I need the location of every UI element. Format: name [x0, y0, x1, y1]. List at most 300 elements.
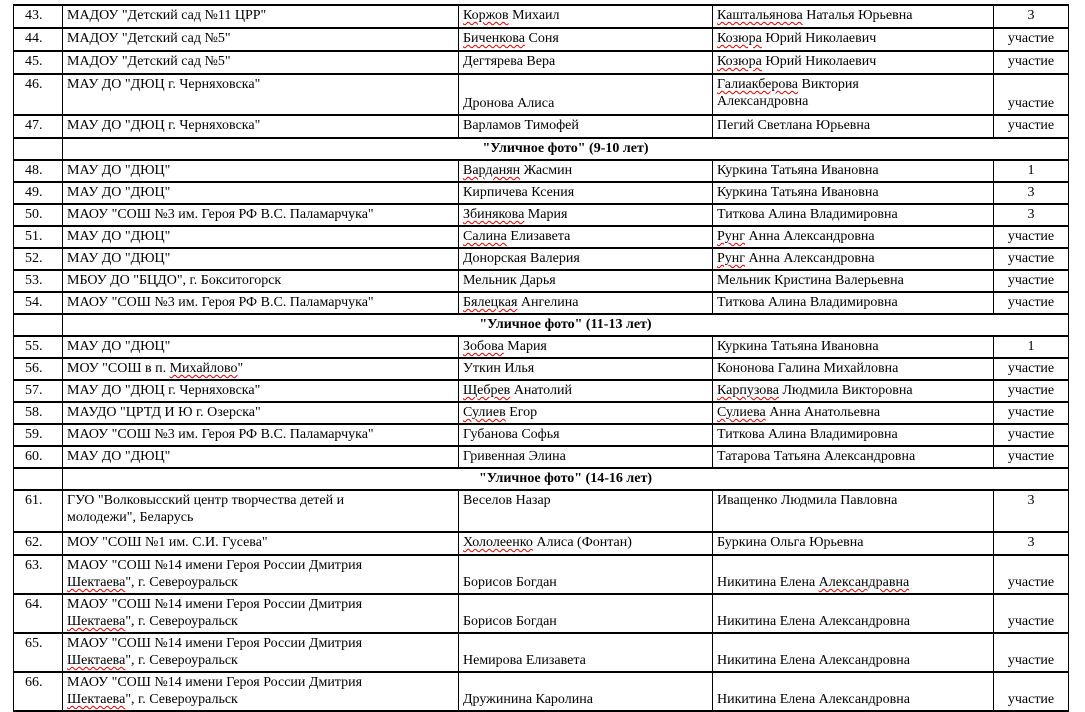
misspelled-text: Збинякова [463, 207, 525, 222]
table-row [14, 446, 1069, 468]
text-run: 1 [1027, 163, 1035, 178]
table-row [14, 380, 1069, 402]
text-run: 54. [25, 295, 43, 310]
text-run: МАОУ "СОШ №3 им. Героя РФ В.С. Паламарчука" [67, 295, 374, 310]
text-run: ", г. Североуральск [125, 575, 238, 590]
cell-num [14, 446, 63, 468]
cell-org [63, 380, 459, 402]
misspelled-text: Варданян [463, 163, 521, 178]
section-title: "Уличное фото" (14-16 лет) [63, 468, 1069, 490]
text-run: Буркина Ольга Юрьевна [717, 535, 864, 550]
cell-teacher [713, 490, 994, 532]
cell-result [994, 633, 1069, 672]
cell-num [14, 633, 63, 672]
text-run: Дегтярева Вера [463, 54, 556, 69]
misspelled-text: Рунг [717, 251, 746, 266]
cell-result [994, 490, 1069, 532]
cell-org [63, 424, 459, 446]
text-run: 52. [25, 251, 43, 266]
cell-num [14, 336, 63, 358]
text-run: ГУО "Волковысский центр творчества детей и [67, 493, 345, 508]
text-run: МАУ ДО "ДЮЦ" [67, 229, 171, 244]
table-row [14, 270, 1069, 292]
text-run: МАУ ДО "ДЮЦ" [67, 339, 171, 354]
cell-teacher [713, 555, 994, 594]
cell-num [14, 182, 63, 204]
table-row [14, 5, 1069, 28]
text-run: МАУ ДО "ДЮЦ" [67, 163, 171, 178]
text-run: Александровна [717, 94, 809, 109]
text-run: ", г. Североуральск [125, 653, 238, 668]
cell-org [63, 51, 459, 74]
table-row [14, 248, 1069, 270]
cell-org [63, 402, 459, 424]
cell-org [63, 160, 459, 182]
cell-num [14, 424, 63, 446]
cell-result [994, 672, 1069, 711]
table-row [14, 402, 1069, 424]
cell-num [14, 594, 63, 633]
text-run: Никитина Елена [717, 575, 819, 590]
cell-teacher [713, 51, 994, 74]
cell-teacher [713, 204, 994, 226]
cell-org [63, 115, 459, 138]
cell-result [994, 446, 1069, 468]
text-run: участие [1007, 31, 1055, 46]
text-run: Мария [503, 339, 547, 354]
cell-result [994, 248, 1069, 270]
text-run: МАУ ДО "ДЮЦ г. Черняховска" [67, 383, 261, 398]
cell-org [63, 28, 459, 51]
text-run: " [237, 361, 244, 376]
text-run: Ангелина [517, 295, 579, 310]
cell-name [459, 336, 713, 358]
text-run: МОУ "СОШ в п. [67, 361, 170, 376]
section-title: "Уличное фото" (9-10 лет) [63, 138, 1069, 160]
cell-name [459, 28, 713, 51]
text-run: Наталья Юрьевна [802, 8, 913, 23]
cell-num [14, 74, 63, 115]
table-row [14, 204, 1069, 226]
text-run: МАОУ "СОШ №3 им. Героя РФ В.С. Паламарчука" [67, 427, 374, 442]
text-run: Губанова Софья [463, 427, 560, 442]
text-run: 64. [25, 597, 43, 612]
cell-num [14, 672, 63, 711]
text-run: Виктория [798, 77, 859, 92]
cell-result [994, 74, 1069, 115]
misspelled-text: Коржов [463, 8, 509, 23]
misspelled-text: Сулиев [463, 405, 506, 420]
text-run: Донорская Валерия [463, 251, 580, 266]
text-run: Куркина Татьяна Ивановна [717, 163, 879, 178]
cell-num-empty [14, 138, 63, 160]
cell-result [994, 28, 1069, 51]
text-run: МАОУ "СОШ №3 им. Героя РФ В.С. Паламарчука" [67, 207, 374, 222]
cell-teacher [713, 380, 994, 402]
cell-org [63, 532, 459, 555]
text-run: Мельник Дарья [463, 273, 556, 288]
cell-num [14, 270, 63, 292]
text-run: 3 [1027, 207, 1035, 222]
text-run: Алиса (Фонтан) [532, 535, 632, 550]
text-run: МАУ ДО "ДЮЦ г. Черняховска" [67, 118, 261, 133]
text-run: Анатолий [510, 383, 572, 398]
text-run: 60. [25, 449, 43, 464]
cell-result [994, 51, 1069, 74]
misspelled-text: Щебрев [463, 383, 511, 398]
cell-name [459, 402, 713, 424]
cell-result [994, 226, 1069, 248]
text-run: Варламов Тимофей [463, 118, 579, 133]
cell-result [994, 160, 1069, 182]
table-row [14, 594, 1069, 633]
text-run: 50. [25, 207, 43, 222]
text-run: участие [1007, 251, 1055, 266]
cell-name [459, 446, 713, 468]
misspelled-text: Козюра [717, 54, 762, 69]
text-run: участие [1007, 118, 1055, 133]
table-row [14, 672, 1069, 711]
cell-teacher [713, 424, 994, 446]
cell-teacher [713, 270, 994, 292]
text-run: 55. [25, 339, 43, 354]
cell-org [63, 248, 459, 270]
text-run: МАОУ "СОШ №14 имени Героя России Дмитрия [67, 597, 363, 612]
cell-result [994, 555, 1069, 594]
misspelled-text: Михайлово [169, 361, 238, 376]
text-run: Иващенко Людмила Павловна [717, 493, 898, 508]
text-run: 59. [25, 427, 43, 442]
text-run: МАОУ "СОШ №14 имени Героя России Дмитрия [67, 558, 363, 573]
text-run: МБОУ ДО "БЦДО", г. Бокситогорск [67, 273, 282, 288]
text-run: МАДОУ "Детский сад №5" [67, 54, 231, 69]
text-run: 3 [1027, 535, 1035, 550]
cell-org [63, 292, 459, 314]
cell-teacher [713, 226, 994, 248]
cell-result [994, 115, 1069, 138]
misspelled-text: Шектаева [67, 653, 126, 668]
misspelled-text: Александравна [818, 575, 910, 590]
text-run: 3 [1027, 8, 1035, 23]
cell-name [459, 115, 713, 138]
cell-teacher [713, 532, 994, 555]
cell-org [63, 672, 459, 711]
text-run: МАДОУ "Детский сад №5" [67, 31, 231, 46]
section-row [14, 314, 1069, 336]
text-run: участие [1007, 96, 1055, 111]
cell-result [994, 204, 1069, 226]
text-run: участие [1007, 361, 1055, 376]
text-run: МАУДО "ЦРТД И Ю г. Озерска" [67, 405, 261, 420]
cell-name [459, 292, 713, 314]
table-row [14, 336, 1069, 358]
cell-result [994, 270, 1069, 292]
cell-org [63, 633, 459, 672]
misspelled-text: Галиакберова [717, 77, 799, 92]
cell-name [459, 594, 713, 633]
text-run: участие [1007, 229, 1055, 244]
cell-teacher [713, 182, 994, 204]
cell-num [14, 490, 63, 532]
section-row [14, 468, 1069, 490]
cell-num [14, 160, 63, 182]
cell-name [459, 160, 713, 182]
table-row [14, 160, 1069, 182]
text-run: Юрий Николаевич [761, 31, 877, 46]
text-run: Анна Александровна [745, 229, 875, 244]
cell-teacher [713, 402, 994, 424]
cell-num [14, 532, 63, 555]
text-run: Уткин Илья [463, 361, 535, 376]
misspelled-text: Биченкова [463, 31, 526, 46]
text-run: Дружинина Каролина [463, 692, 593, 707]
text-run: участие [1007, 692, 1055, 707]
text-run: Мельник Кристина Валерьевна [717, 273, 904, 288]
text-run: Титкова Алина Владимировна [717, 207, 898, 222]
misspelled-text: Зобова [463, 339, 504, 354]
text-run: 46. [25, 77, 43, 92]
cell-result [994, 336, 1069, 358]
text-run: МАДОУ "Детский сад №11 ЦРР" [67, 8, 267, 23]
cell-result [994, 182, 1069, 204]
cell-name [459, 672, 713, 711]
cell-name [459, 532, 713, 555]
table-row [14, 555, 1069, 594]
cell-num [14, 5, 63, 28]
table-row [14, 532, 1069, 555]
cell-num [14, 292, 63, 314]
cell-name [459, 248, 713, 270]
table-row [14, 182, 1069, 204]
cell-teacher [713, 160, 994, 182]
cell-result [994, 358, 1069, 380]
cell-num [14, 204, 63, 226]
cell-org [63, 270, 459, 292]
text-run: Борисов Богдан [463, 575, 557, 590]
text-run: Дронова Алиса [463, 96, 555, 111]
misspelled-text: Бялецкая [463, 295, 518, 310]
cell-num [14, 358, 63, 380]
cell-name [459, 490, 713, 532]
table-row [14, 490, 1069, 532]
text-run: Веселов Назар [463, 493, 551, 508]
cell-teacher [713, 74, 994, 115]
text-run: 3 [1027, 185, 1035, 200]
text-run: 57. [25, 383, 43, 398]
text-run: 65. [25, 636, 43, 651]
text-run: Кирпичева Ксения [463, 185, 575, 200]
cell-result [994, 424, 1069, 446]
cell-teacher [713, 358, 994, 380]
cell-num [14, 51, 63, 74]
text-run: 56. [25, 361, 43, 376]
text-run: участие [1007, 427, 1055, 442]
cell-result [994, 380, 1069, 402]
cell-teacher [713, 248, 994, 270]
cell-num [14, 248, 63, 270]
text-run: 44. [25, 31, 43, 46]
text-run: Куркина Татьяна Ивановна [717, 339, 879, 354]
text-run: МАУ ДО "ДЮЦ" [67, 449, 171, 464]
cell-teacher [713, 292, 994, 314]
misspelled-text: Салина [463, 229, 507, 244]
text-run: 45. [25, 54, 43, 69]
section-title: "Уличное фото" (11-13 лет) [63, 314, 1069, 336]
cell-result [994, 594, 1069, 633]
text-run: участие [1007, 575, 1055, 590]
cell-name [459, 74, 713, 115]
cell-num [14, 380, 63, 402]
misspelled-text: Шектаева [67, 575, 126, 590]
text-run: 47. [25, 118, 43, 133]
text-run: Пегий Светлана Юрьевна [717, 118, 871, 133]
text-run: Титкова Алина Владимировна [717, 295, 898, 310]
text-run: 48. [25, 163, 43, 178]
section-row [14, 138, 1069, 160]
text-run: Никитина Елена Александровна [717, 614, 910, 629]
text-run: МАУ ДО "ДЮЦ" [67, 251, 171, 266]
text-run: Людмила Викторовна [778, 383, 913, 398]
text-run: участие [1007, 449, 1055, 464]
text-run: МАУ ДО "ДЮЦ г. Черняховска" [67, 77, 261, 92]
text-run: 49. [25, 185, 43, 200]
cell-teacher [713, 446, 994, 468]
cell-result [994, 5, 1069, 28]
cell-org [63, 446, 459, 468]
cell-teacher [713, 28, 994, 51]
text-run: 62. [25, 535, 43, 550]
text-run: 58. [25, 405, 43, 420]
cell-num [14, 28, 63, 51]
cell-org [63, 226, 459, 248]
cell-name [459, 358, 713, 380]
text-run: Борисов Богдан [463, 614, 557, 629]
table-row [14, 292, 1069, 314]
text-run: Михаил [508, 8, 560, 23]
cell-org [63, 182, 459, 204]
text-run: участие [1007, 295, 1055, 310]
text-run: участие [1007, 383, 1055, 398]
text-run: Анна Александровна [745, 251, 875, 266]
text-run: участие [1007, 273, 1055, 288]
text-run: 43. [25, 8, 43, 23]
table-row [14, 424, 1069, 446]
cell-result [994, 292, 1069, 314]
misspelled-text: Хололеенко [463, 535, 533, 550]
cell-org [63, 358, 459, 380]
cell-name [459, 633, 713, 672]
text-run: Егор [505, 405, 538, 420]
text-run: МАОУ "СОШ №14 имени Героя России Дмитрия [67, 675, 363, 690]
text-run: Елизавета [506, 229, 571, 244]
cell-num [14, 226, 63, 248]
cell-org [63, 555, 459, 594]
text-run: молодежи", Беларусь [67, 510, 194, 525]
text-run: 1 [1027, 339, 1035, 354]
misspelled-text: Шектаева [67, 614, 126, 629]
results-table [13, 4, 1069, 712]
cell-name [459, 380, 713, 402]
misspelled-text: Козюра [717, 31, 762, 46]
cell-name [459, 555, 713, 594]
cell-org [63, 336, 459, 358]
cell-org [63, 490, 459, 532]
table-row [14, 28, 1069, 51]
table-row [14, 115, 1069, 138]
cell-name [459, 204, 713, 226]
text-run: участие [1007, 54, 1055, 69]
text-run: Соня [525, 31, 559, 46]
misspelled-text: Сулиева [717, 405, 766, 420]
text-run: МАУ ДО "ДЮЦ" [67, 185, 171, 200]
cell-name [459, 226, 713, 248]
cell-num-empty [14, 314, 63, 336]
text-run: МОУ "СОШ №1 им. С.И. Гусева" [67, 535, 268, 550]
cell-teacher [713, 5, 994, 28]
table-row [14, 51, 1069, 74]
cell-teacher [713, 633, 994, 672]
cell-org [63, 5, 459, 28]
text-run: 66. [25, 675, 43, 690]
cell-result [994, 402, 1069, 424]
text-run: 53. [25, 273, 43, 288]
cell-num [14, 402, 63, 424]
text-run: Жасмин [520, 163, 573, 178]
cell-teacher [713, 672, 994, 711]
misspelled-text: Карпузова [717, 383, 779, 398]
cell-teacher [713, 336, 994, 358]
misspelled-text: Шектаева [67, 692, 126, 707]
text-run: Мария [524, 207, 568, 222]
cell-name [459, 182, 713, 204]
table-row [14, 74, 1069, 115]
text-run: ", г. Североуральск [125, 614, 238, 629]
text-run: 63. [25, 558, 43, 573]
text-run: Куркина Татьяна Ивановна [717, 185, 879, 200]
table-row [14, 226, 1069, 248]
text-run: Титкова Алина Владимировна [717, 427, 898, 442]
cell-num-empty [14, 468, 63, 490]
cell-teacher [713, 594, 994, 633]
cell-name [459, 5, 713, 28]
misspelled-text: Каштальянова [717, 8, 803, 23]
text-run: Гривенная Элина [463, 449, 566, 464]
text-run: Анна Анатольевна [765, 405, 881, 420]
text-run: участие [1007, 614, 1055, 629]
cell-name [459, 270, 713, 292]
cell-org [63, 204, 459, 226]
text-run: Татарова Татьяна Александровна [717, 449, 916, 464]
text-run: участие [1007, 405, 1055, 420]
text-run: Юрий Николаевич [761, 54, 877, 69]
cell-result [994, 532, 1069, 555]
cell-org [63, 74, 459, 115]
text-run: Кононова Галина Михайловна [717, 361, 899, 376]
cell-org [63, 594, 459, 633]
text-run: Немирова Елизавета [463, 653, 586, 668]
text-run: 3 [1027, 493, 1035, 508]
cell-name [459, 424, 713, 446]
cell-teacher [713, 115, 994, 138]
cell-num [14, 555, 63, 594]
text-run: 51. [25, 229, 43, 244]
text-run: 61. [25, 493, 43, 508]
text-run: Никитина Елена Александровна [717, 653, 910, 668]
text-run: ", г. Североуральск [125, 692, 238, 707]
text-run: МАОУ "СОШ №14 имени Героя России Дмитрия [67, 636, 363, 651]
text-run: участие [1007, 653, 1055, 668]
table-row [14, 633, 1069, 672]
